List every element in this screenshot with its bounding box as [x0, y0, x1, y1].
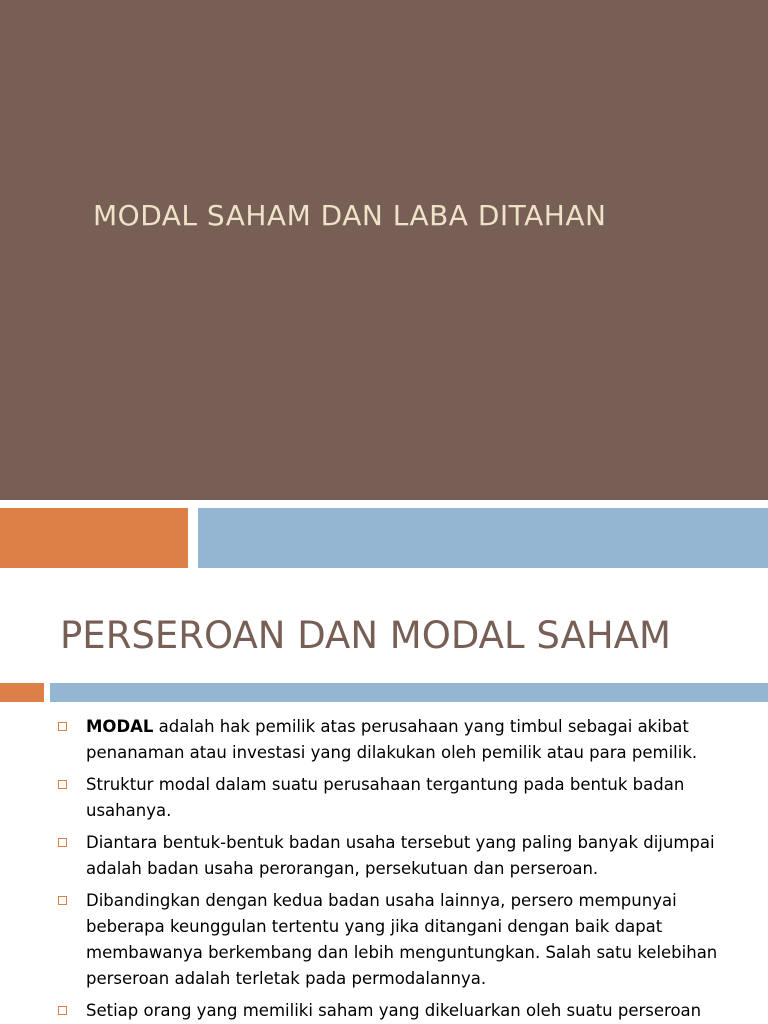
bullet-text: Dibandingkan dengan kedua badan usaha lainnya, persero mempunyai beberapa keunggulan tertentu yang jika ditangani dengan baik dapat membawanya berkembang dan lebih menguntungkan. Salah satu kelebihan perseroan adalah terletak pada permodalannya. [86, 891, 718, 988]
bullet-item [58, 830, 738, 882]
square-bullet-icon [58, 838, 67, 847]
bullet-text: adalah hak pemilik atas perusahaan yang timbul sebagai akibat penanaman atau investasi yang dilakukan oleh pemilik atau para pemilik. [86, 717, 698, 762]
title-slide-background [0, 0, 768, 500]
content-slide-heading: PERSEROAN DAN MODAL SAHAM [60, 614, 671, 657]
content-slide-blue-bar [50, 683, 768, 702]
title-slide-orange-bar [0, 508, 188, 568]
title-slide-blue-bar [198, 508, 768, 568]
bullet-list [58, 714, 738, 1024]
bullet-term: MODAL [86, 717, 154, 736]
bullet-item [58, 998, 738, 1024]
square-bullet-icon [58, 780, 67, 789]
content-slide-orange-bar [0, 683, 44, 702]
bullet-item [58, 714, 738, 766]
bullet-item [58, 888, 738, 992]
title-slide-heading: MODAL SAHAM DAN LABA DITAHAN [93, 199, 607, 232]
square-bullet-icon [58, 722, 67, 731]
square-bullet-icon [58, 896, 67, 905]
bullet-text: Struktur modal dalam suatu perusahaan tergantung pada bentuk badan usahanya. [86, 775, 685, 820]
bullet-item [58, 772, 738, 824]
square-bullet-icon [58, 1006, 67, 1015]
bullet-text: Setiap orang yang memiliki saham yang dikeluarkan oleh suatu perseroan [86, 1001, 702, 1020]
bullet-text: Diantara bentuk-bentuk badan usaha tersebut yang paling banyak dijumpai adalah badan usaha perorangan, persekutuan dan perseroan. [86, 833, 715, 878]
